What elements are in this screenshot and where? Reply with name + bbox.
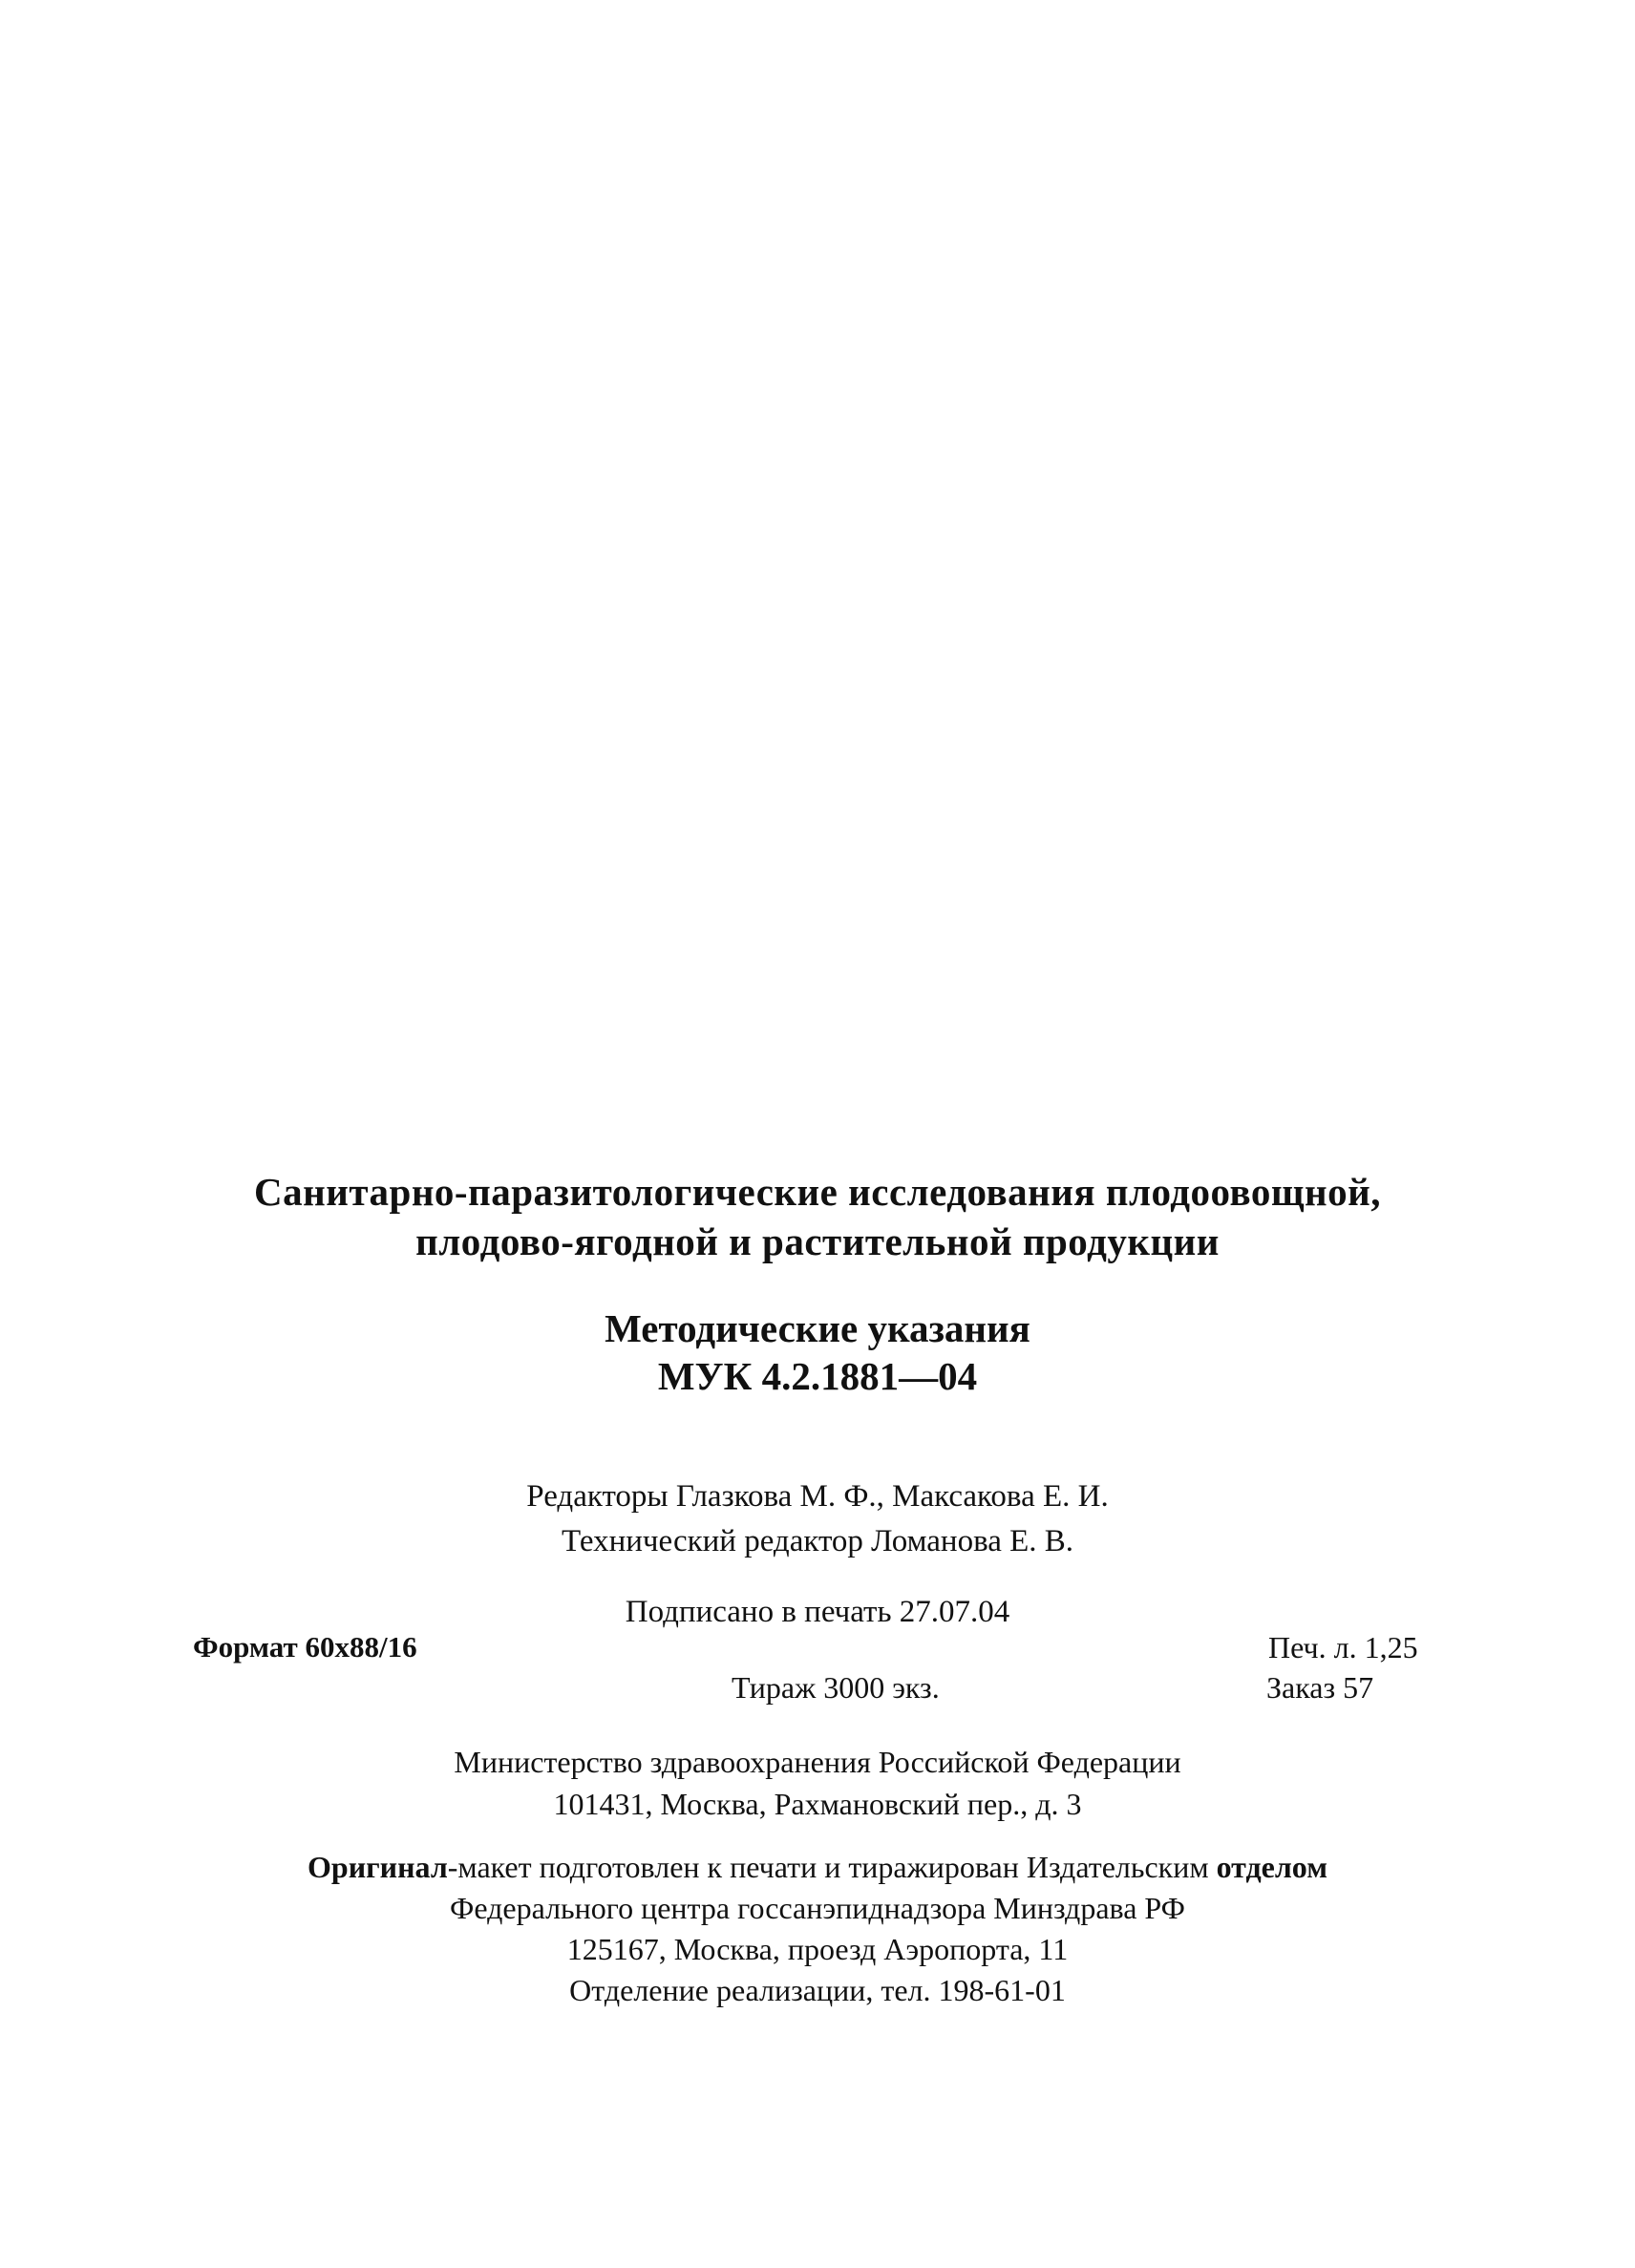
ministry-line-2: 101431, Москва, Рахмановский пер., д. 3 xyxy=(553,1787,1082,1821)
publisher-line-1 xyxy=(0,1847,1635,1888)
subtitle-line-2: МУК 4.2.1881—04 xyxy=(657,1354,978,1398)
order-info: Заказ 57 xyxy=(1266,1670,1374,1705)
ministry-block xyxy=(0,1741,1635,1825)
subtitle-line-1: Методические указания xyxy=(605,1306,1030,1350)
publisher-block xyxy=(0,1847,1635,2011)
publisher-line-2: Федерального центра госсанэпиднадзора Минздрава РФ xyxy=(450,1891,1185,1925)
tech-editor-line: Технический редактор Ломанова Е. В. xyxy=(561,1524,1074,1558)
publisher-word-original: Оригинал xyxy=(308,1850,448,1884)
editors-line: Редакторы Глазкова М. Ф., Максакова Е. И. xyxy=(526,1479,1109,1514)
publisher-word-department: отделом xyxy=(1216,1850,1327,1884)
signed-to-print: Подписано в печать 27.07.04 xyxy=(625,1595,1010,1629)
document-subtitle xyxy=(0,1304,1635,1400)
format-info: Формат 60x88/16 xyxy=(193,1630,417,1664)
publisher-line-3: 125167, Москва, проезд Аэропорта, 11 xyxy=(566,1932,1069,1966)
editors-block xyxy=(0,1474,1635,1564)
title-line-1: Санитарно-паразитологические исследования плодоовощной, xyxy=(254,1170,1381,1214)
ministry-line-1: Министерство здравоохранения Российской Федерации xyxy=(454,1745,1181,1779)
document-title xyxy=(0,1167,1635,1266)
publisher-line-1-mid: -макет подготовлен к печати и тиражирован Издательским xyxy=(447,1850,1217,1884)
print-sheets-info: Печ. л. 1,25 xyxy=(1268,1630,1418,1664)
title-line-2: плодово-ягодной и растительной продукции xyxy=(415,1219,1220,1263)
publisher-line-4: Отделение реализации, тел. 198-61-01 xyxy=(569,1973,1066,2007)
circulation-info: Тираж 3000 экз. xyxy=(732,1670,940,1705)
